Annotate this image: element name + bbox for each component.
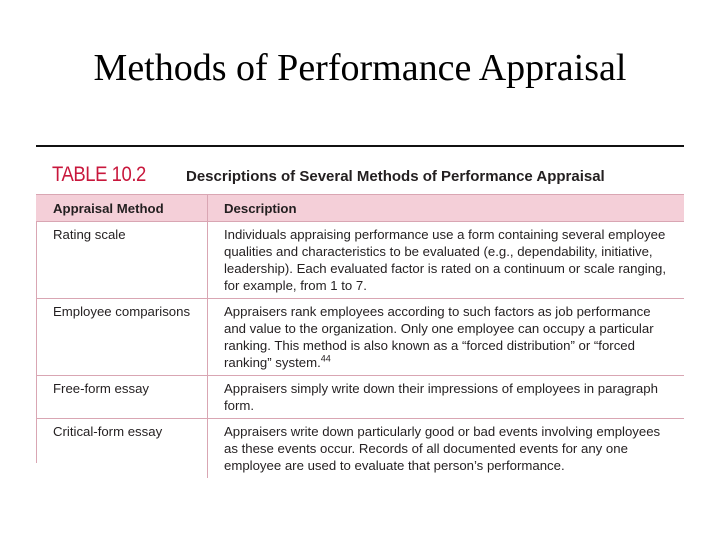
header-appraisal-method: Appraisal Method	[36, 195, 208, 222]
header-description: Description	[208, 195, 685, 222]
appraisal-table-figure	[36, 145, 684, 473]
table-number: TABLE 10.2	[52, 163, 146, 186]
row-description-with-footnote	[208, 299, 685, 376]
table-row	[36, 299, 684, 376]
row-method: Rating scale	[36, 222, 208, 299]
appraisal-methods-table	[36, 194, 684, 478]
row-description: Appraisers simply write down their impressions of employees in paragraph form.	[208, 376, 685, 419]
table-top-rule	[36, 145, 684, 147]
row-method: Free-form essay	[36, 376, 208, 419]
table-caption-row	[52, 163, 682, 193]
table-row	[36, 222, 684, 299]
row-method: Critical-form essay	[53, 424, 163, 439]
table-header-row	[36, 195, 684, 222]
table-row	[36, 419, 684, 479]
row-description-text: Appraisers rank employees according to such factors as job performance and value to the organization. Only one employee can occupy a particular ranking. This method is also known as a “forced distribution” or “forced ranking” system.	[224, 304, 654, 370]
row-description: Appraisers write down particularly good or bad events involving employees as these events occur. Records of all documented events for any one employee are used to evaluate that person’s performance.	[208, 419, 685, 479]
slide-title: Methods of Performance Appraisal	[93, 47, 627, 89]
row-method: Employee comparisons	[36, 299, 208, 376]
row-description: Individuals appraising performance use a form containing several employee qualities and characteristics to be evaluated (e.g., dependability, initiative, leadership). Each evaluated factor is rated on a continuum or scale ranging, for example, from 1 to 7.	[208, 222, 685, 299]
table-row	[36, 376, 684, 419]
footnote-marker: 44	[320, 353, 331, 364]
table-caption: Descriptions of Several Methods of Performance Appraisal	[186, 168, 605, 185]
